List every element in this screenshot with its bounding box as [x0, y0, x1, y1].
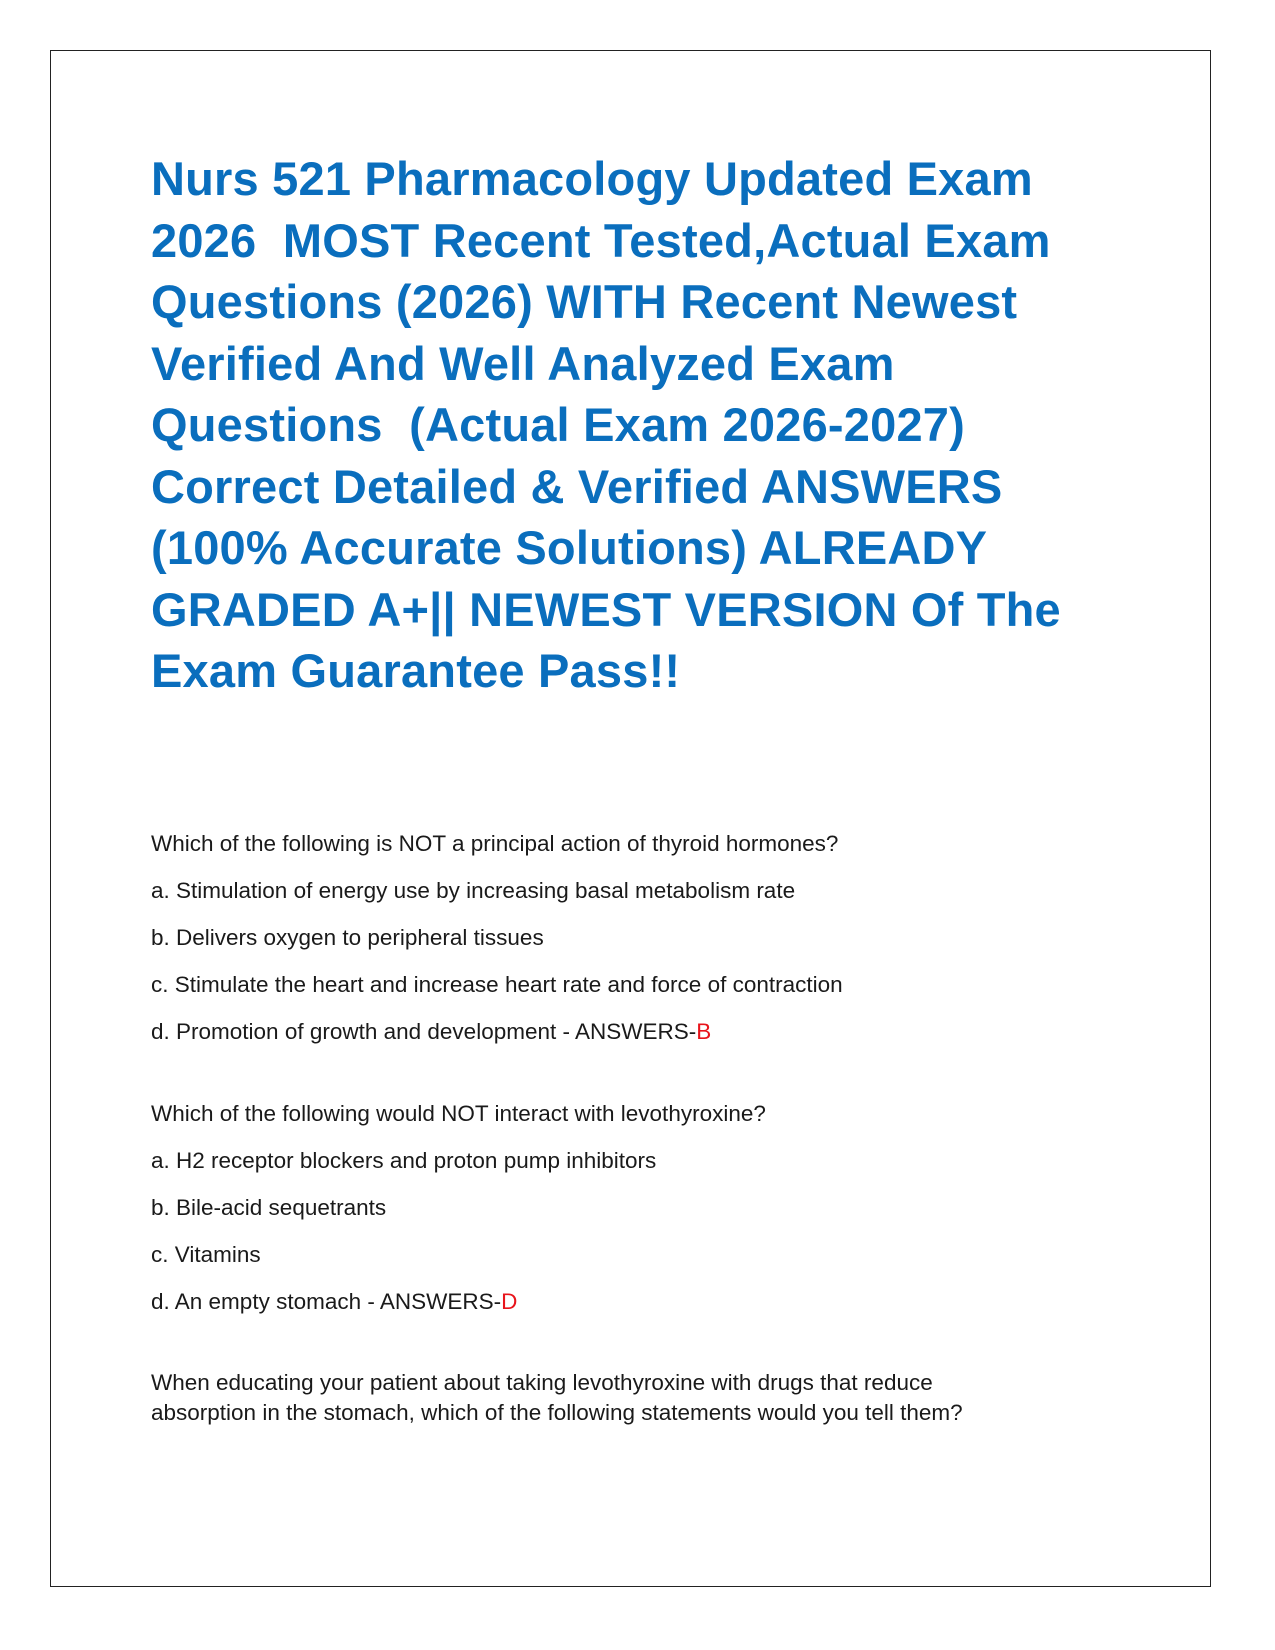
title-line: Questions (Actual Exam 2026-2027) [151, 398, 965, 451]
title-line: Correct Detailed & Verified ANSWERS [151, 459, 1003, 513]
question-list [151, 828, 1131, 1428]
title-line: (100% Accurate Solutions) ALREADY [151, 521, 988, 574]
question-text: Which of the following would NOT interact with levothyroxine? [151, 1100, 766, 1126]
option-a: a. H2 receptor blockers and proton pump inhibitors [151, 1147, 657, 1173]
answer-letter: B [696, 1018, 712, 1044]
question-line: absorption in the stomach, which of the following statements would you tell them? [151, 1399, 963, 1425]
document-body [151, 148, 1131, 1479]
option-d: d. Promotion of growth and development - ANSWERS- [151, 1018, 697, 1044]
question-block-1 [151, 828, 1131, 1047]
option-d-with-answer [151, 1286, 1131, 1317]
answer-letter: D [501, 1288, 518, 1314]
document-title [151, 148, 1131, 702]
question-text: Which of the following is NOT a principal action of thyroid hormones? [151, 830, 839, 856]
title-line: Nurs 521 Pharmacology Updated Exam [151, 152, 1033, 205]
title-line: Exam Guarantee Pass!! [151, 644, 681, 697]
title-line: 2026 MOST Recent Tested,Actual Exam [151, 213, 1051, 267]
option-b: b. Delivers oxygen to peripheral tissues [151, 924, 544, 950]
option-b: b. Bile-acid sequetrants [151, 1194, 387, 1220]
option-a: a. Stimulation of energy use by increasing basal metabolism rate [151, 877, 796, 903]
question-line: When educating your patient about taking levothyroxine with drugs that reduce [151, 1369, 933, 1395]
title-line: GRADED A+|| NEWEST VERSION Of The [151, 582, 1061, 636]
title-line: Verified And Well Analyzed Exam [151, 336, 895, 390]
option-c: c. Vitamins [151, 1241, 261, 1267]
question-block-2 [151, 1098, 1131, 1317]
option-d: d. An empty stomach - ANSWERS- [151, 1288, 502, 1314]
question-block-3 [151, 1368, 1131, 1428]
option-c: c. Stimulate the heart and increase heart rate and force of contraction [151, 971, 843, 997]
title-line: Questions (2026) WITH Recent Newest [151, 275, 1018, 328]
question-text [151, 1368, 1131, 1428]
option-d-with-answer [151, 1016, 1131, 1047]
